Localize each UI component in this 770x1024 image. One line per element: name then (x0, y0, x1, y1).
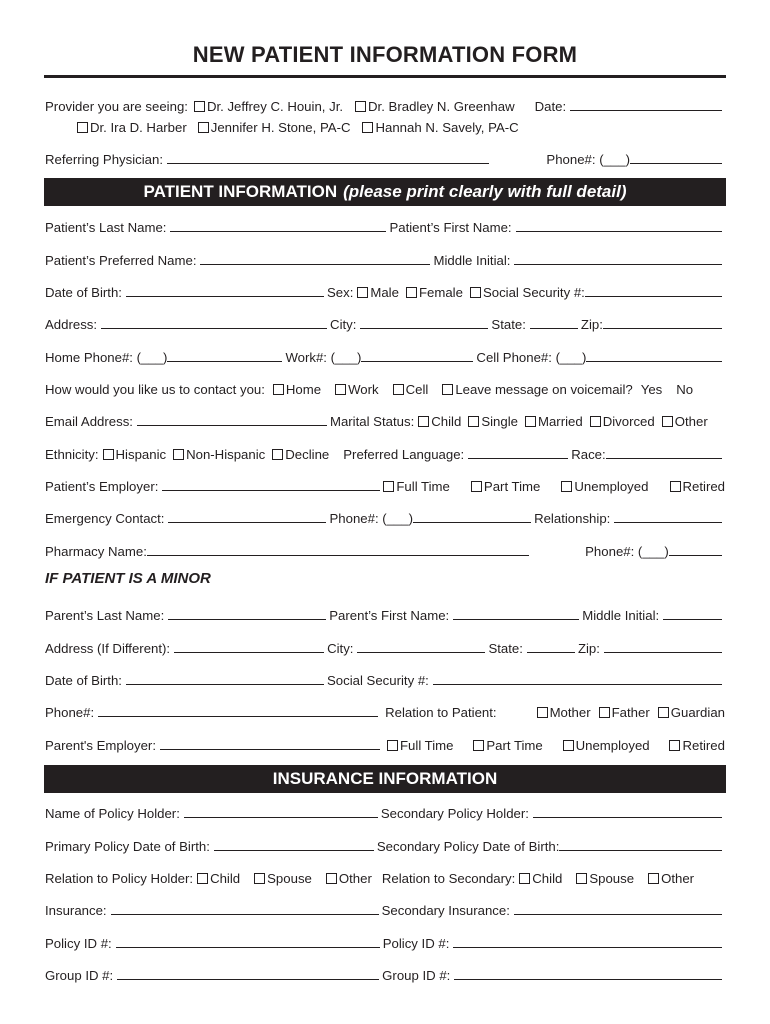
middle-initial-field[interactable] (514, 264, 722, 265)
holder-spouse-option[interactable]: Spouse (254, 871, 312, 886)
secondary-holder-label: Secondary Policy Holder: (380, 806, 529, 821)
insurance-info-header: INSURANCE INFORMATION (44, 765, 726, 793)
parent-employer-row (45, 733, 725, 753)
address-label: Address: (45, 317, 98, 332)
emergency-label: Emergency Contact: (45, 511, 165, 526)
checkbox-icon[interactable] (335, 384, 346, 395)
employment-part-time-option[interactable]: Part Time (471, 479, 540, 494)
minor-section-header: IF PATIENT IS A MINOR (45, 570, 211, 587)
policy-id-field[interactable] (116, 947, 380, 948)
checkbox-icon[interactable] (576, 873, 587, 884)
relation-secondary-label: Relation to Secondary: (381, 871, 516, 886)
parent-name-row (45, 603, 725, 623)
first-name-field[interactable] (516, 231, 722, 232)
first-name-label: Patient’s First Name: (389, 220, 512, 235)
parent-address-label: Address (If Different): (45, 641, 171, 656)
ethnicity-non-hispanic-option[interactable]: Non-Hispanic (173, 447, 265, 462)
pharmacy-row (45, 539, 725, 559)
checkbox-icon[interactable] (194, 101, 205, 112)
provider-label: Provider you are seeing: (45, 99, 188, 114)
parent-first-name-label: Parent’s First Name: (329, 608, 450, 623)
marital-married-option[interactable]: Married (525, 414, 583, 429)
holder-other-option[interactable]: Other (326, 871, 372, 886)
secondary-group-id-label: Group ID #: (382, 968, 451, 983)
dob-row (45, 280, 725, 300)
checkbox-icon[interactable] (537, 707, 548, 718)
group-id-row (45, 963, 725, 983)
checkbox-icon[interactable] (468, 416, 479, 427)
provider-option-greenhaw[interactable]: Dr. Bradley N. Greenhaw (355, 99, 515, 114)
address-row (45, 312, 725, 332)
primary-dob-field[interactable] (214, 850, 374, 851)
marital-divorced-option[interactable]: Divorced (590, 414, 655, 429)
language-label: Preferred Language: (343, 447, 465, 462)
insurance-field[interactable] (111, 914, 379, 915)
employment-unemployed-option[interactable]: Unemployed (561, 479, 648, 494)
contact-work-option[interactable]: Work (335, 382, 379, 397)
emergency-row (45, 506, 725, 526)
preferred-name-field[interactable] (200, 264, 430, 265)
relation-father-option[interactable]: Father (599, 705, 650, 720)
parent-middle-initial-field[interactable] (663, 619, 722, 620)
parent-ssn-label: Social Security #: (326, 673, 429, 688)
checkbox-icon[interactable] (669, 740, 680, 751)
policy-dob-row (45, 834, 725, 854)
referring-field[interactable] (167, 163, 489, 164)
state-field[interactable] (530, 328, 578, 329)
checkbox-icon[interactable] (357, 287, 368, 298)
employer-field[interactable] (162, 490, 380, 491)
policy-holder-label: Name of Policy Holder: (45, 806, 180, 821)
cell-phone-label: Cell Phone#: (___) (476, 350, 587, 365)
parent-state-field[interactable] (527, 652, 575, 653)
policy-holder-row (45, 801, 725, 821)
provider-row-1 (45, 94, 725, 114)
checkbox-icon[interactable] (173, 449, 184, 460)
ssn-field[interactable] (585, 296, 722, 297)
secondary-insurance-label: Secondary Insurance: (381, 903, 510, 918)
emergency-field[interactable] (168, 522, 326, 523)
checkbox-icon[interactable] (406, 287, 417, 298)
checkbox-icon[interactable] (473, 740, 484, 751)
parent-phone-row (45, 700, 725, 720)
relationship-field[interactable] (614, 522, 722, 523)
checkbox-icon[interactable] (393, 384, 404, 395)
marital-single-option[interactable]: Single (468, 414, 518, 429)
parent-zip-label: Zip: (577, 641, 600, 656)
checkbox-icon[interactable] (519, 873, 530, 884)
secondary-other-option[interactable]: Other (648, 871, 694, 886)
relation-mother-option[interactable]: Mother (537, 705, 591, 720)
pharmacy-phone-field[interactable] (669, 555, 722, 556)
policy-id-label: Policy ID #: (45, 936, 112, 951)
parent-dob-row (45, 668, 725, 688)
pharmacy-field[interactable] (147, 555, 529, 556)
ethnicity-decline-option[interactable]: Decline (272, 447, 329, 462)
parent-dob-label: Date of Birth: (45, 673, 122, 688)
provider-option-harber[interactable]: Dr. Ira D. Harber (77, 120, 187, 135)
secondary-dob-field[interactable] (559, 850, 722, 851)
checkbox-icon[interactable] (442, 384, 453, 395)
checkbox-icon[interactable] (471, 481, 482, 492)
pharmacy-phone-label: Phone#: (___) (585, 544, 669, 559)
parent-employer-field[interactable] (160, 749, 380, 750)
referring-row (45, 147, 725, 167)
checkbox-icon[interactable] (658, 707, 669, 718)
zip-field[interactable] (603, 328, 722, 329)
email-label: Email Address: (45, 414, 133, 429)
contact-voicemail-option[interactable]: Leave message on voicemail? (442, 382, 632, 397)
home-phone-field[interactable] (167, 361, 282, 362)
checkbox-icon[interactable] (362, 122, 373, 133)
secondary-dob-label: Secondary Policy Date of Birth: (376, 839, 560, 854)
emergency-phone-field[interactable] (413, 522, 531, 523)
secondary-policy-id-label: Policy ID #: (382, 936, 450, 951)
checkbox-icon[interactable] (590, 416, 601, 427)
secondary-spouse-option[interactable]: Spouse (576, 871, 634, 886)
parent-retired-option[interactable]: Retired (669, 738, 725, 753)
checkbox-icon[interactable] (383, 481, 394, 492)
dob-field[interactable] (126, 296, 324, 297)
checkbox-icon[interactable] (77, 122, 88, 133)
parent-full-time-option[interactable]: Full Time (387, 738, 454, 753)
contact-row (45, 377, 725, 397)
checkbox-icon[interactable] (561, 481, 572, 492)
insurance-label: Insurance: (45, 903, 107, 918)
preferred-name-label: Patient’s Preferred Name: (45, 253, 197, 268)
checkbox-icon[interactable] (272, 449, 283, 460)
parent-phone-label: Phone#: (45, 705, 95, 720)
race-label: Race: (571, 447, 606, 462)
primary-dob-label: Primary Policy Date of Birth: (45, 839, 210, 854)
last-name-label: Patient’s Last Name: (45, 220, 167, 235)
parent-address-field[interactable] (174, 652, 324, 653)
middle-initial-label: Middle Initial: (433, 253, 511, 268)
policy-id-row (45, 931, 725, 951)
parent-zip-field[interactable] (604, 652, 722, 653)
referring-phone-label: Phone#: (___) (546, 152, 630, 167)
ssn-option[interactable]: Social Security #: (470, 285, 585, 300)
state-label: State: (491, 317, 526, 332)
employment-full-time-option[interactable]: Full Time (383, 479, 450, 494)
relationship-label: Relationship: (534, 511, 611, 526)
secondary-group-id-field[interactable] (454, 979, 722, 980)
voicemail-yes[interactable]: Yes (640, 382, 663, 397)
preferred-name-row (45, 248, 725, 268)
checkbox-icon[interactable] (273, 384, 284, 395)
parent-dob-field[interactable] (126, 684, 324, 685)
parent-last-name-field[interactable] (168, 619, 326, 620)
group-id-field[interactable] (117, 979, 379, 980)
email-row (45, 409, 725, 429)
ethnicity-hispanic-option[interactable]: Hispanic (103, 447, 167, 462)
checkbox-icon[interactable] (525, 416, 536, 427)
address-field[interactable] (101, 328, 327, 329)
relation-guardian-option[interactable]: Guardian (658, 705, 725, 720)
parent-ssn-field[interactable] (433, 684, 722, 685)
checkbox-icon[interactable] (599, 707, 610, 718)
form-title: NEW PATIENT INFORMATION FORM (192, 42, 578, 67)
checkbox-icon[interactable] (648, 873, 659, 884)
parent-city-label: City: (327, 641, 354, 656)
relation-to-patient-label: Relation to Patient: (385, 705, 497, 720)
insurance-row (45, 898, 725, 918)
policy-holder-field[interactable] (184, 817, 378, 818)
date-field[interactable] (570, 110, 722, 111)
checkbox-icon[interactable] (662, 416, 673, 427)
checkbox-icon[interactable] (355, 101, 366, 112)
parent-phone-field[interactable] (98, 716, 378, 717)
provider-option-savely[interactable]: Hannah N. Savely, PA-C (362, 120, 518, 135)
city-field[interactable] (360, 328, 488, 329)
checkbox-icon[interactable] (470, 287, 481, 298)
marital-child-option[interactable]: Child (418, 414, 461, 429)
sex-male-option[interactable]: Male (357, 285, 399, 300)
race-field[interactable] (606, 458, 722, 459)
policy-relation-row (45, 866, 725, 886)
provider-row-2 (77, 115, 577, 135)
referring-phone-field[interactable] (630, 163, 722, 164)
checkbox-icon[interactable] (103, 449, 114, 460)
checkbox-icon[interactable] (254, 873, 265, 884)
parent-last-name-label: Parent’s Last Name: (45, 608, 165, 623)
referring-label: Referring Physician: (45, 152, 164, 167)
employer-row (45, 474, 725, 494)
home-phone-label: Home Phone#: (___) (45, 350, 168, 365)
emergency-phone-label: Phone#: (___) (329, 511, 414, 526)
pharmacy-label: Pharmacy Name: (45, 544, 147, 559)
checkbox-icon[interactable] (670, 481, 681, 492)
parent-unemployed-option[interactable]: Unemployed (563, 738, 650, 753)
sex-female-option[interactable]: Female (406, 285, 463, 300)
parent-city-field[interactable] (357, 652, 485, 653)
checkbox-icon[interactable] (197, 873, 208, 884)
work-phone-field[interactable] (361, 361, 473, 362)
checkbox-icon[interactable] (387, 740, 398, 751)
parent-middle-initial-label: Middle Initial: (582, 608, 660, 623)
checkbox-icon[interactable] (198, 122, 209, 133)
email-field[interactable] (137, 425, 327, 426)
cell-phone-field[interactable] (586, 361, 722, 362)
parent-first-name-field[interactable] (453, 619, 579, 620)
contact-cell-option[interactable]: Cell (393, 382, 429, 397)
marital-label: Marital Status: (329, 414, 415, 429)
title-rule (44, 75, 726, 78)
checkbox-icon[interactable] (418, 416, 429, 427)
parent-state-label: State: (488, 641, 523, 656)
dob-label: Date of Birth: (45, 285, 122, 300)
ethnicity-label: Ethnicity: (45, 447, 99, 462)
provider-option-stone[interactable]: Jennifer H. Stone, PA-C (198, 120, 351, 135)
phone-row (45, 345, 725, 365)
language-field[interactable] (468, 458, 568, 459)
city-label: City: (330, 317, 357, 332)
work-phone-label: Work#: (___) (285, 350, 362, 365)
patient-name-row (45, 215, 725, 235)
employer-label: Patient’s Employer: (45, 479, 159, 494)
patient-info-header: PATIENT INFORMATION (please print clearly with full detail) (44, 178, 726, 206)
provider-option-houin[interactable]: Dr. Jeffrey C. Houin, Jr. (194, 99, 343, 114)
checkbox-icon[interactable] (326, 873, 337, 884)
parent-address-row (45, 636, 725, 656)
last-name-field[interactable] (170, 231, 386, 232)
marital-other-option[interactable]: Other (662, 414, 708, 429)
secondary-insurance-field[interactable] (514, 914, 722, 915)
zip-label: Zip: (580, 317, 603, 332)
contact-question: How would you like us to contact you: (45, 382, 265, 397)
secondary-holder-field[interactable] (533, 817, 722, 818)
sex-label: Sex: (326, 285, 354, 300)
parent-employer-label: Parent's Employer: (45, 738, 156, 753)
ethnicity-row (45, 442, 725, 462)
relation-holder-label: Relation to Policy Holder: (45, 871, 194, 886)
voicemail-no[interactable]: No (676, 382, 694, 397)
contact-home-option[interactable]: Home (273, 382, 321, 397)
parent-part-time-option[interactable]: Part Time (473, 738, 542, 753)
secondary-child-option[interactable]: Child (519, 871, 562, 886)
group-id-label: Group ID #: (45, 968, 114, 983)
checkbox-icon[interactable] (563, 740, 574, 751)
employment-retired-option[interactable]: Retired (670, 479, 726, 494)
holder-child-option[interactable]: Child (197, 871, 240, 886)
secondary-policy-id-field[interactable] (453, 947, 722, 948)
date-label: Date: (534, 99, 567, 114)
